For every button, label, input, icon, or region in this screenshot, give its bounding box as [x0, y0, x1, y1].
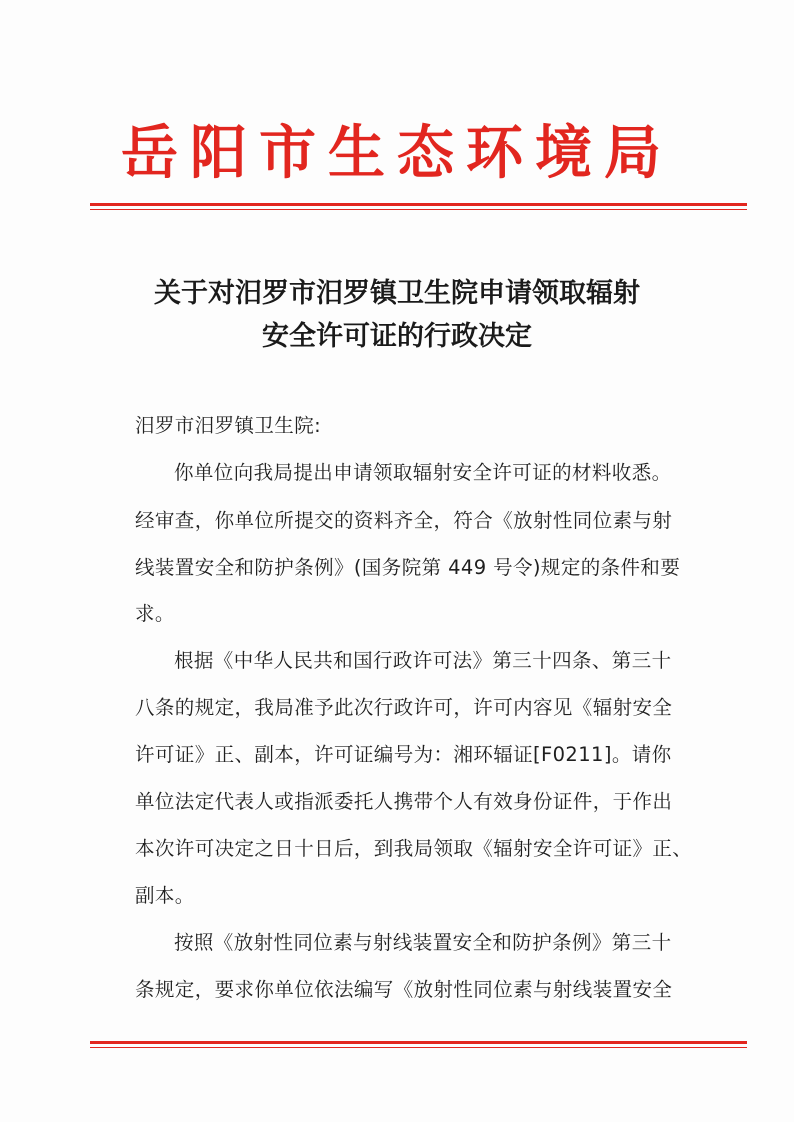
masthead-red-rule — [90, 203, 747, 210]
rule-thin-line — [90, 209, 747, 210]
paragraph-line: 条规定，要求你单位依法编写《放射性同位素与射线装置安全 — [135, 978, 673, 1001]
paragraph-line: 副本。 — [135, 884, 195, 907]
paragraph-line: 许可证》正、副本，许可证编号为：湘环辐证[F0211]。请你 — [135, 743, 672, 766]
masthead-org-name: 岳阳市生态环境局 — [121, 118, 673, 187]
paragraph-line: 求。 — [135, 602, 175, 625]
paragraph-line: 单位法定代表人或指派委托人携带个人有效身份证件，于作出 — [135, 790, 673, 813]
document-title-line-2: 安全许可证的行政决定 — [262, 321, 532, 352]
document-title-line-1: 关于对汨罗市汨罗镇卫生院申请领取辐射 — [154, 278, 640, 309]
paragraph-line: 经审查，你单位所提交的资料齐全，符合《放射性同位素与射 — [135, 509, 673, 532]
paragraph-line: 八条的规定，我局准予此次行政许可，许可内容见《辐射安全 — [135, 696, 673, 719]
addressee: 汨罗市汨罗镇卫生院: — [135, 414, 322, 437]
paragraph-line: 根据《中华人民共和国行政许可法》第三十四条、第三十 — [174, 649, 672, 672]
paragraph-line: 你单位向我局提出申请领取辐射安全许可证的材料收悉。 — [174, 461, 672, 484]
footer-red-rule — [90, 1041, 747, 1048]
paragraph-line: 按照《放射性同位素与射线装置安全和防护条例》第三十 — [174, 931, 672, 954]
paragraph-line: 线装置安全和防护条例》(国务院第 449 号令)规定的条件和要 — [135, 556, 681, 579]
paragraph-line: 本次许可决定之日十日后，到我局领取《辐射安全许可证》正、 — [135, 837, 693, 860]
rule-thin-line — [90, 1047, 747, 1048]
